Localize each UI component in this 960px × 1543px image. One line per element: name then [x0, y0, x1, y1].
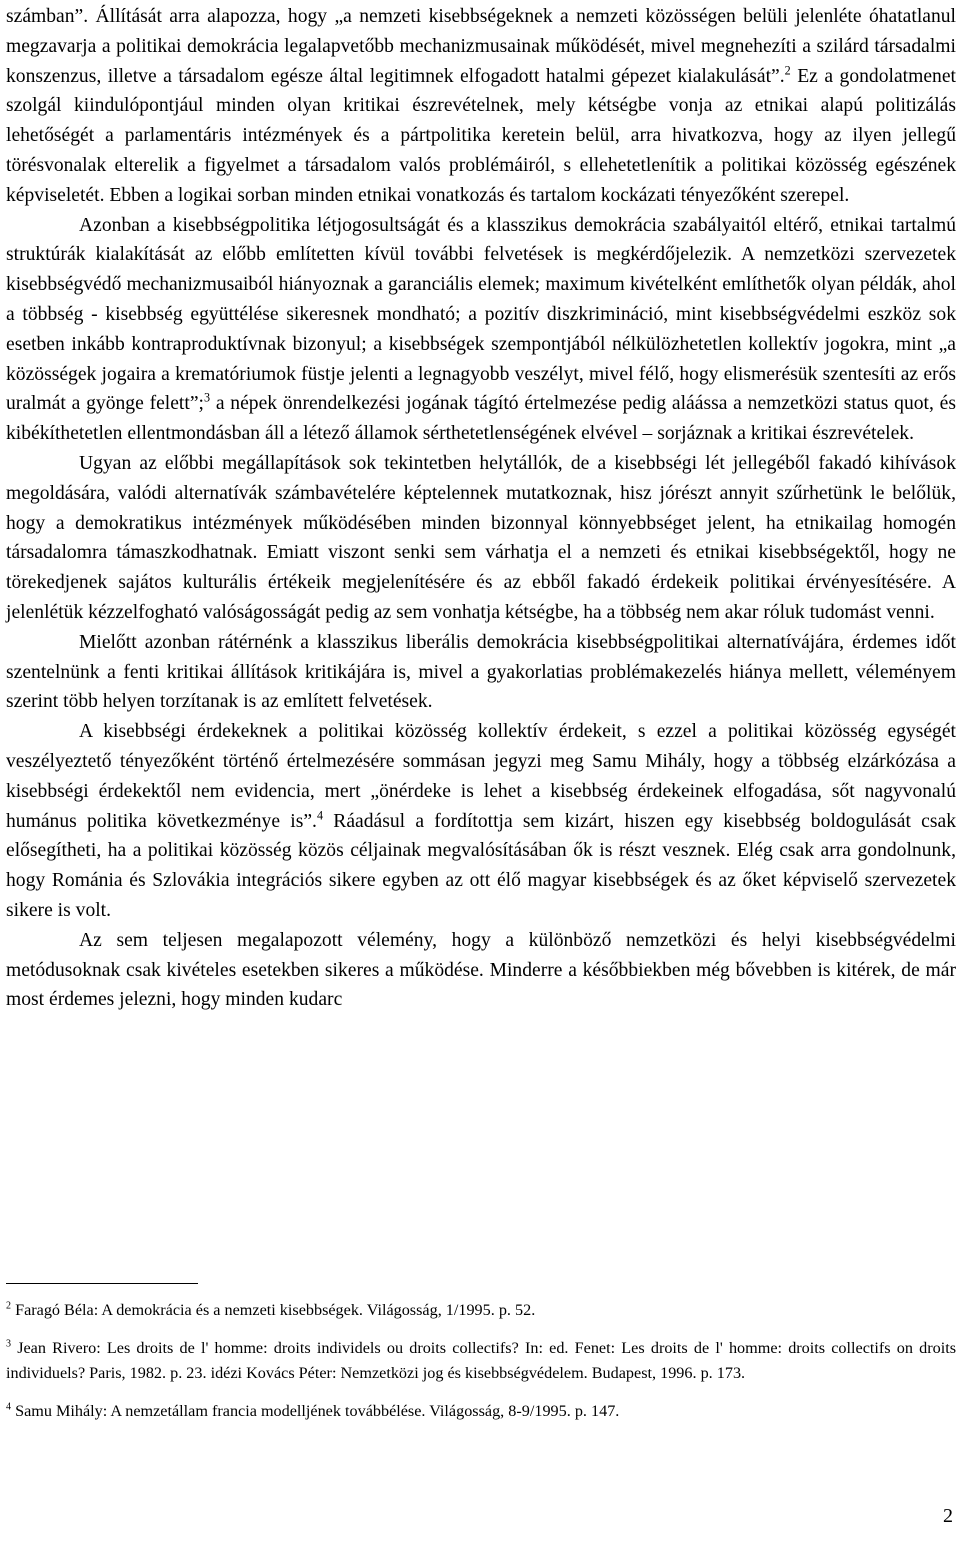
footnotes-section	[6, 1283, 956, 1437]
paragraph	[6, 717, 956, 926]
footnote-separator	[6, 1283, 198, 1284]
paragraph-text: számban”. Állítását arra alapozza, hogy „a nemzeti kisebbségeknek a nemzeti közösségen belüli jelenléte óhatatlanul megzavarja a politikai demokrácia legalapvetőbb mechanizmusainak működését, mivel megnehezíti a szilárd társadalmi konszenzus, illetve a társadalom egésze által legitimnek elfogadott hatalmi gépezet kialakulását”.	[6, 6, 956, 87]
footnote-text: Samu Mihály: A nemzetállam francia modelljének továbbélése. Világosság, 8-9/1995. p. 147.	[11, 1402, 620, 1420]
footnote-number: 4	[6, 1401, 12, 1413]
footnote	[6, 1298, 956, 1323]
paragraph-text: Az sem teljesen megalapozott vélemény, hogy a különböző nemzetközi és helyi kisebbségvédelmi metódusoknak csak kivételes esetekben sikeres a működése. Minderre a későbbiekben még bővebben is kitérek, de már most érdemes jelezni, hogy minden kudarc	[6, 929, 956, 1011]
paragraph-text: Ez a gondolatmenet szolgál kiindulópontjául minden olyan kritikai észrevételnek, mely kétségbe vonja az etnikai alapú politizálás lehetőségét a parlamentáris intézmények és a pártpolitika keretein belül, arra hivatkozva, hogy az ilyen jellegű törésvonalak elterelik a figyelmet a társadalom valós problémáiról, s ellehetetlenítik a politikai közösség egészének képviseletét. Ebben a logikai sorban minden etnikai vonatkozás és tartalom kockázati tényezőként szerepel.	[6, 65, 956, 206]
paragraph-text: Azonban a kisebbségpolitika létjogosultságát és a klasszikus demokrácia szabályaitól eltérő, etnikai tartalmú struktúrák kialakítását az előbb említetten kívül további felvetések is megkérdőjelezik. A nemzetközi szervezetek kisebbségvédő mechanizmusaiból hiányoznak a garanciális elemek; maximum kivételként említhetők olyan példák, ahol a többség - kisebbség együttélése sikeresnek mondható; a pozitív diszkrimináció, mint kisebbségvédelmi eszköz sok esetben inkább kontraproduktívnak bizonyul; a kisebbségek szempontjából nélkülözhetetlen kollektív jogokra, mint „a közösségek jogaira a krematóriumok füstje jelenti a legnagyobb veszélyt, mivel félő, hogy elismerésük szentesíti az erős uralmát a gyönge felett”;	[6, 214, 956, 415]
footnote-reference: 2	[784, 63, 791, 78]
footnote-reference: 3	[203, 390, 211, 405]
paragraph-text: Mielőtt azonban rátérnénk a klasszikus liberális demokrácia kisebbségpolitikai alternatívájára, érdemes időt szentelnünk a fenti kritikai állítások kritikájára is, mivel a gyakorlatias problémakezelés hiánya mellett, véleményem szerint több helyen torzítanak is az említett felvetések.	[6, 631, 956, 713]
footnote-number: 2	[6, 1300, 12, 1312]
paragraph	[6, 449, 956, 628]
footnote-number: 3	[6, 1338, 12, 1350]
paragraph	[6, 628, 956, 717]
paragraph-text: a népek önrendelkezési jogának tágító értelmezése pedig aláássa a nemzetközi status quot, és kibékíthetetlen ellentmondásban áll a létező államok sérthetetlenségének elvével – sorjáznak a kritikai észrevételek.	[6, 393, 956, 445]
footnote-text: Jean Rivero: Les droits de l' homme: droits individels ou droits collectifs? In: ed. Fenet: Les droits de l' homme: droits collectifs on droits individuels? Paris, 1982. p. 23. idézi Kovács Péter: Nemzetközi jog és kisebbségvédelem. Budapest, 1996. p. 173.	[6, 1339, 956, 1382]
footnote-reference: 4	[316, 807, 324, 822]
footnote-text: Faragó Béla: A demokrácia és a nemzeti kisebbségek. Világosság, 1/1995. p. 52.	[11, 1301, 536, 1319]
paragraph-text: Ugyan az előbbi megállapítások sok tekintetben helytállók, de a kisebbségi lét jellegéből fakadó kihívások megoldására, valódi alternatívák számbavételére képtelennek mutatkoznak, hisz jórészt annyit szűrhetünk le belőlük, hogy a demokratikus intézmények működésében minden bizonnyal könnyebbséget jelent, ha etnikailag homogén társadalomra támaszkodhatnak. Emiatt viszont senki sem várhatja el a nemzeti és etnikai kisebbségektől, hogy ne törekedjenek sajátos kulturális értékeik megjelenítésére és az ebből fakadó érdekeik politikai érvényesítésére. A jelenlétük kézzelfogható valóságosságát pedig az sem vonhatja kétségbe, ha a többség nem akar róluk tudomást venni.	[6, 452, 956, 623]
body-text	[6, 2, 956, 1015]
paragraph	[6, 926, 956, 1015]
footnote	[6, 1399, 956, 1424]
paragraph	[6, 2, 956, 211]
paragraph-text: Ráadásul a fordítottja sem kizárt, hiszen egy kisebbség boldogulását csak elősegítheti, ha a politikai közösség közös céljainak megvalósításában ők is részt vesznek. Elég csak arra gondolnunk, hogy Románia és Szlovákia integrációs sikere egyben az ott élő magyar kisebbségek és az őket képviselő szervezetek sikere is volt.	[6, 810, 956, 921]
footnote-list	[6, 1298, 956, 1424]
footnote	[6, 1336, 956, 1386]
paragraph-text: A kisebbségi érdekeknek a politikai közösség kollektív érdekeit, s ezzel a politikai közösség egységét veszélyeztető tényezőként történő értelmezésére sommásan jegyzi meg Samu Mihály, hogy a többség elzárkózása a kisebbségi érdekektől nem evidencia, mert „önérdeke is lehet a kisebbség érdekeinek elfogadása, sőt nagyvonalú humánus politika következménye is”.	[6, 721, 956, 832]
paragraph	[6, 211, 956, 449]
page-number: 2	[943, 1505, 953, 1527]
